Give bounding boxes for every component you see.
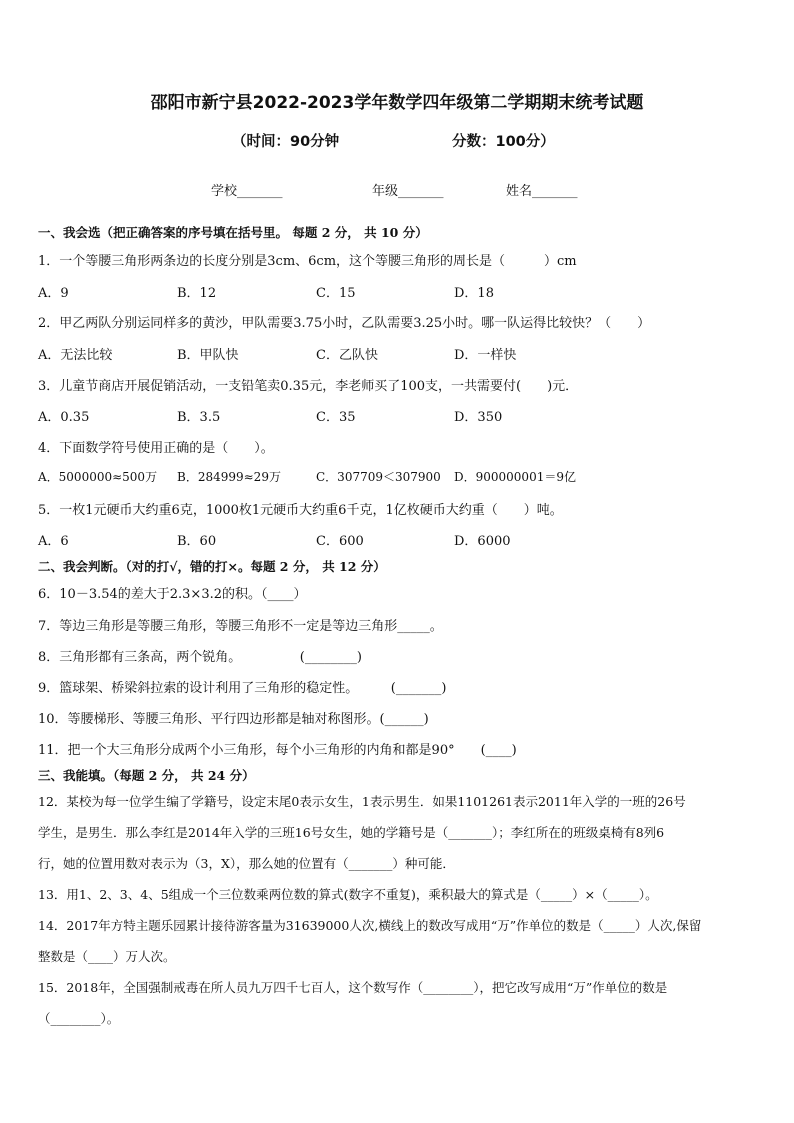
question-11: 11．把一个大三角形分成两个小三角形，每个小三角形的内角和都是90° (____): [38, 743, 517, 758]
q2-option-a: A．无法比较: [38, 348, 113, 363]
question-14-line-1: 14．2017年方特主题乐园累计接待游客量为31639000人次,横线上的数改写成用“万”作单位的数是（_____）人次,保留: [38, 918, 702, 933]
question-8: 8．三角形都有三条高，两个锐角。 (________): [38, 650, 362, 665]
question-9: 9．篮球架、桥梁斜拉索的设计利用了三角形的稳定性。 (_______): [38, 681, 447, 696]
section-heading-judge: 二、我会判断。（对的打√，错的打×。每题 2 分， 共 12 分）: [38, 559, 386, 574]
q3-option-d: D．350: [454, 410, 503, 425]
time-label: （时间：90分钟: [232, 134, 340, 150]
question-6: 6．10－3.54的差大于2.3×3.2的积。（____）: [38, 587, 307, 602]
question-15-line-1: 15．2018年，全国强制戒毒在所人员九万四千七百人，这个数写作（________），把它改写成用“万”作单位的数是: [38, 980, 668, 995]
q2-option-c: C．乙队快: [316, 348, 378, 363]
question-4: 4．下面数学符号使用正确的是（ ）。: [38, 441, 274, 456]
q5-option-a: A．6: [38, 534, 69, 549]
name-field: 姓名_______: [506, 184, 578, 199]
score-label: 分数：100分）: [452, 134, 555, 150]
question-15-line-2: （________）。: [38, 1011, 120, 1026]
question-2: 2．甲乙两队分别运同样多的黄沙，甲队需要3.75小时，乙队需要3.25小时。哪一队运得比较快？（ ）: [38, 316, 651, 331]
q4-option-a: A．5000000≈500万: [38, 470, 158, 484]
q2-option-d: D．一样快: [454, 348, 517, 363]
q3-option-a: A．0.35: [38, 410, 90, 425]
question-12-line-2: 学生，是男生．那么李红是2014年入学的三班16号女生，她的学籍号是（_______）；李红所在的班级桌椅有8列6: [38, 825, 665, 840]
section-heading-choice: 一、我会选（把正确答案的序号填在括号里。 每题 2 分， 共 10 分）: [38, 225, 428, 240]
q5-option-b: B．60: [177, 534, 217, 549]
q3-option-c: C．35: [316, 410, 356, 425]
question-1: 1．一个等腰三角形两条边的长度分别是3cm、6cm，这个等腰三角形的周长是（ ）cm: [38, 254, 577, 269]
q4-option-b: B．284999≈29万: [177, 470, 281, 484]
q4-option-c: C．307709＜307900: [316, 470, 441, 484]
q1-option-c: C．15: [316, 286, 356, 301]
question-10: 10．等腰梯形、等腰三角形、平行四边形都是轴对称图形。(______): [38, 712, 429, 727]
question-5: 5．一枚1元硬币大约重6克，1000枚1元硬币大约重6千克，1亿枚硬币大约重（ ）吨。: [38, 503, 563, 518]
q1-option-a: A．9: [38, 286, 69, 301]
question-12-line-1: 12．某校为每一位学生编了学籍号，设定末尾0表示女生，1表示男生．如果1101261表示2011年入学的一班的26号: [38, 794, 686, 809]
page-title: 邵阳市新宁县2022-2023学年数学四年级第二学期期末统考试题: [150, 93, 644, 113]
q5-option-c: C．600: [316, 534, 364, 549]
q5-option-d: D．6000: [454, 534, 511, 549]
q2-option-b: B．甲队快: [177, 348, 239, 363]
question-3: 3．儿童节商店开展促销活动，一支铅笔卖0.35元，李老师买了100支，一共需要付( )元．: [38, 379, 579, 394]
q3-option-b: B．3.5: [177, 410, 221, 425]
section-heading-fill: 三、我能填。（每题 2 分， 共 24 分）: [38, 768, 255, 783]
q1-option-b: B．12: [177, 286, 217, 301]
school-field: 学校_______: [211, 184, 283, 199]
grade-field: 年级_______: [372, 184, 444, 199]
question-7: 7．等边三角形是等腰三角形，等腰三角形不一定是等边三角形_____。: [38, 619, 443, 634]
q4-option-d: D．900000001＝9亿: [454, 470, 576, 484]
question-13: 13．用1、2、3、4、5组成一个三位数乘两位数的算式(数字不重复)，乘积最大的算式是（_____）×（_____）。: [38, 887, 658, 902]
question-12-line-3: 行，她的位置用数对表示为（3，X），那么她的位置有（_______）种可能．: [38, 856, 455, 871]
q1-option-d: D．18: [454, 286, 494, 301]
question-14-line-2: 整数是（____）万人次。: [38, 949, 176, 964]
